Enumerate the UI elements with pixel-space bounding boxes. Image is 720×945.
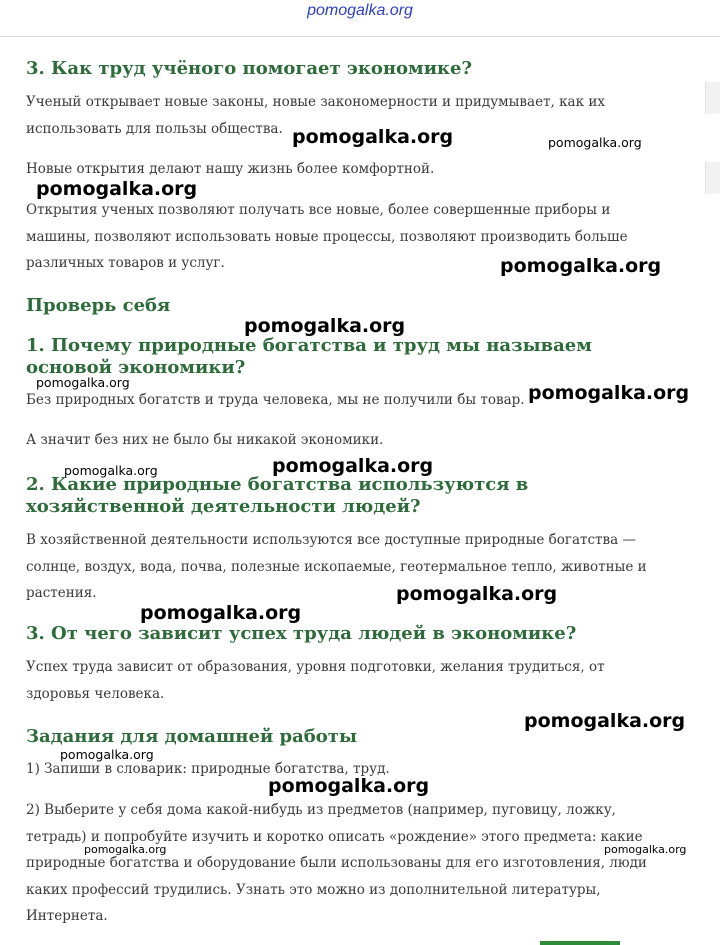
site-header bbox=[0, 0, 720, 37]
site-logo[interactable]: pomogalka.org bbox=[307, 2, 413, 19]
homework-item: 2) Выберите у себя дома какой-нибудь из предметов (например, пуговицу, ложку, тетрадь) и попробуйте изучить и коротко описать «рождение» этого предмета: какие природные богатства и оборудование были использованы для его изготовления, люди каких профессий трудились. Узнать это можно из дополнительной литературы, Интернета. bbox=[26, 802, 647, 924]
question-heading: 1. Почему природные богатства и труд мы называем основой экономики? bbox=[26, 335, 592, 378]
answer-paragraph: В хозяйственной деятельности используются все доступные природные богатства — солнце, воздух, вода, почва, полезные ископаемые, геотермальное тепло, животные и растения. bbox=[26, 532, 647, 601]
answer-paragraph: Успех труда зависит от образования, уровня подготовки, желания трудиться, от здоровья человека. bbox=[26, 659, 605, 702]
question-heading: 2. Какие природные богатства используются в хозяйственной деятельности людей? bbox=[26, 474, 529, 517]
watermark: pomogalka.org bbox=[84, 843, 167, 856]
footer-accent-bar[interactable] bbox=[540, 941, 620, 945]
homework-item: 1) Запиши в словарик: природные богатства, труд. bbox=[26, 761, 390, 777]
question-heading: 3. От чего зависит успех труда людей в экономике? bbox=[26, 623, 577, 644]
section-heading: Задания для домашней работы bbox=[26, 726, 357, 747]
answer-paragraph: Новые открытия делают нашу жизнь более комфортной. bbox=[26, 161, 435, 177]
watermark: pomogalka.org bbox=[524, 710, 686, 732]
answer-paragraph: Открытия ученых позволяют получать все новые, более совершенные приборы и машины, позволяют использовать новые процессы, позволяют производить больше различных товаров и услуг. bbox=[26, 202, 628, 271]
answer-paragraph: Ученый открывает новые законы, новые закономерности и придумывает, как их использовать для пользы общества. bbox=[26, 94, 605, 137]
watermark: pomogalka.org bbox=[244, 315, 406, 337]
watermark: pomogalka.org bbox=[500, 255, 662, 277]
question-heading: 3. Как труд учёного помогает экономике? bbox=[26, 58, 473, 79]
answer-paragraph: Без природных богатств и труда человека, мы не получили бы товар. bbox=[26, 392, 525, 408]
watermark: pomogalka.org bbox=[60, 747, 154, 762]
watermark: pomogalka.org bbox=[528, 382, 690, 404]
watermark: pomogalka.org bbox=[140, 602, 302, 624]
watermark: pomogalka.org bbox=[268, 775, 430, 797]
side-tab[interactable] bbox=[705, 82, 720, 114]
watermark: pomogalka.org bbox=[272, 455, 434, 477]
section-heading: Проверь себя bbox=[26, 295, 171, 316]
side-tab[interactable] bbox=[705, 162, 720, 194]
answer-paragraph: А значит без них не было бы никакой экономики. bbox=[26, 432, 384, 448]
watermark: pomogalka.org bbox=[292, 126, 454, 148]
watermark: pomogalka.org bbox=[64, 463, 158, 478]
watermark: pomogalka.org bbox=[36, 375, 130, 390]
watermark: pomogalka.org bbox=[36, 178, 198, 200]
watermark: pomogalka.org bbox=[604, 843, 687, 856]
watermark: pomogalka.org bbox=[396, 583, 558, 605]
watermark: pomogalka.org bbox=[548, 135, 642, 150]
